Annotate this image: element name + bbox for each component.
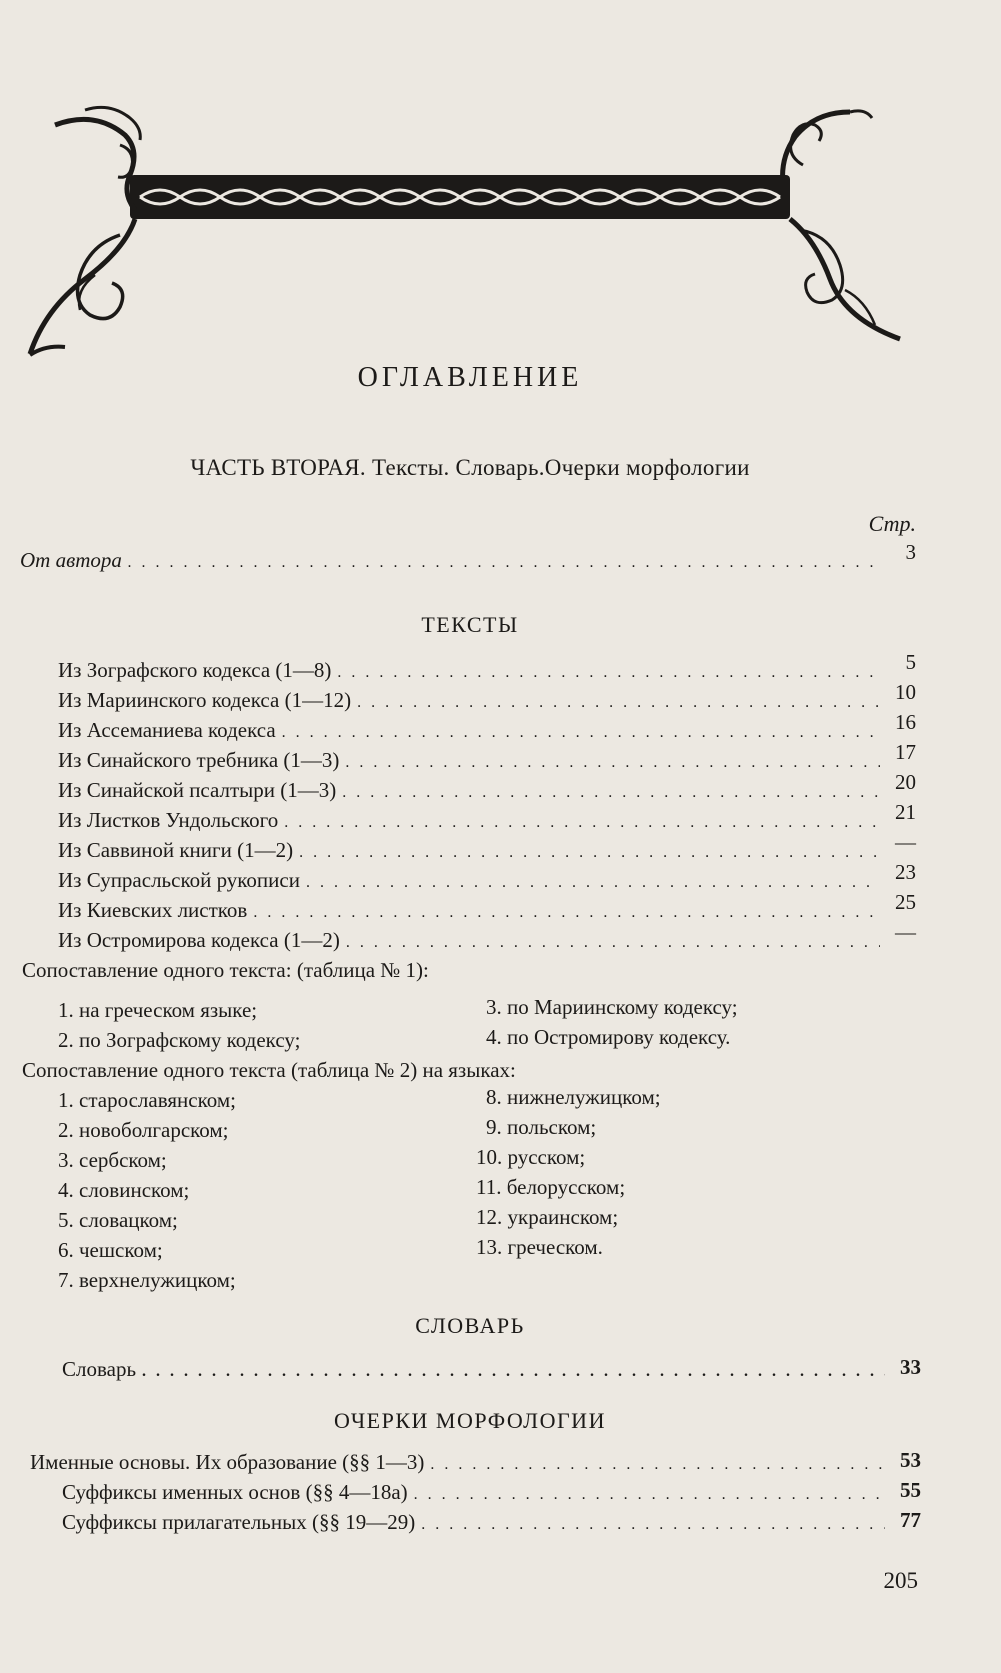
toc-entry-label: Из Ассеманиева кодекса	[58, 718, 276, 742]
comparison2-item: 12. украинском;	[476, 1205, 619, 1229]
toc-entry-page: 55	[900, 1478, 921, 1502]
part-title: ЧАСТЬ ВТОРАЯ. Тексты. Словарь.Очерки морфологии	[190, 455, 750, 480]
toc-entry-page: 5	[905, 650, 916, 674]
toc-entry-page: 33	[900, 1355, 921, 1379]
comparison2-item: 7. верхнелужицком;	[58, 1268, 236, 1292]
comparison2-item: 4. словинском;	[58, 1178, 190, 1202]
toc-entry-page: —	[895, 920, 916, 944]
comparison2-item: 5. словацком;	[58, 1208, 178, 1232]
page-title: ОГЛАВЛЕНИЕ	[357, 362, 583, 393]
comparison1-heading: Сопоставление одного текста: (таблица № 1):	[22, 958, 429, 982]
section-heading-texts: ТЕКСТЫ	[421, 612, 519, 637]
toc-entry-page: 77	[900, 1508, 921, 1532]
toc-entry-page: 20	[895, 770, 916, 794]
toc-entry-label: Из Киевских листков	[58, 898, 248, 922]
page-column-heading: Стр.	[868, 511, 916, 536]
toc-entry[interactable]	[58, 830, 916, 868]
leader-dots	[282, 724, 880, 742]
comparison2-item: 9. польском;	[486, 1115, 597, 1139]
toc-entry[interactable]	[58, 920, 916, 958]
comparison2-item: 8. нижнелужицком;	[486, 1085, 661, 1109]
toc-entry-page: 10	[895, 680, 916, 704]
comparison1-item: 1. на греческом языке;	[58, 998, 258, 1022]
toc-entry-dictionary[interactable]	[62, 1357, 921, 1387]
comparison2-item: 11. белорусском;	[476, 1175, 626, 1199]
decorative-braid-ornament	[25, 105, 925, 365]
toc-entry-label: Именные основы. Их образование (§§ 1—3)	[30, 1450, 425, 1474]
section-heading-dictionary: СЛОВАРЬ	[415, 1313, 525, 1338]
comparison2-item: 1. старославянском;	[58, 1088, 236, 1112]
comparison2-item: 2. новоболгарском;	[58, 1118, 229, 1142]
comparison1-item: 3. по Мариинскому кодексу;	[486, 995, 738, 1019]
comparison2-item: 13. греческом.	[476, 1235, 603, 1259]
comparison1-item: 2. по Зографскому кодексу;	[58, 1028, 301, 1052]
toc-entry[interactable]	[58, 710, 916, 748]
page-number: 205	[883, 1568, 918, 1593]
leader-dots	[346, 934, 880, 952]
toc-entry-label: Суффиксы именных основ (§§ 4—18а)	[62, 1480, 408, 1504]
toc-entry-label: Из Мариинского кодекса (1—12)	[58, 688, 352, 712]
toc-entry-page: 53	[900, 1448, 921, 1472]
toc-entry[interactable]	[58, 770, 916, 808]
toc-entry-label: Из Саввиной книги (1—2)	[58, 838, 294, 862]
toc-entry-label: Из Листков Ундольского	[58, 808, 279, 832]
leader-dots	[253, 904, 880, 922]
leader-dots	[284, 814, 880, 832]
comparison1-item: 4. по Остромирову кодексу.	[486, 1025, 731, 1049]
leader-dots	[421, 1516, 885, 1534]
comparison2-heading: Сопоставление одного текста (таблица № 2) на языках:	[22, 1058, 516, 1082]
toc-entry[interactable]	[62, 1510, 921, 1540]
toc-entry[interactable]	[58, 650, 916, 688]
toc-entry-label: Суффиксы прилагательных (§§ 19—29)	[62, 1510, 416, 1534]
toc-entry[interactable]	[30, 1450, 921, 1480]
leader-dots	[306, 874, 880, 892]
leader-dots	[299, 844, 880, 862]
leader-dots	[345, 754, 880, 772]
leader-dots	[128, 554, 880, 572]
toc-entry-label: Словарь	[62, 1357, 137, 1381]
toc-entry[interactable]	[58, 800, 916, 838]
toc-entry-label: Из Остромирова кодекса (1—2)	[58, 928, 340, 952]
toc-entry-label: Из Супрасльской рукописи	[58, 868, 300, 892]
toc-entry[interactable]	[58, 740, 916, 778]
toc-entry-from-author[interactable]	[20, 540, 916, 578]
comparison2-item: 6. чешском;	[58, 1238, 163, 1262]
comparison2-item: 10. русском;	[476, 1145, 586, 1169]
leader-dots	[342, 784, 880, 802]
toc-entry-page: 3	[905, 540, 916, 564]
toc-entry-page: 17	[895, 740, 916, 764]
comparison2-item: 3. сербском;	[58, 1148, 167, 1172]
leader-dots	[430, 1456, 885, 1474]
toc-entry-label: Из Зографского кодекса (1—8)	[58, 658, 332, 682]
toc-entry[interactable]	[58, 860, 916, 898]
toc-entry-page: 21	[895, 800, 916, 824]
toc-entry-label: Из Синайской псалтыри (1—3)	[58, 778, 337, 802]
toc-entry-label: От автора	[20, 548, 122, 572]
toc-entry-page: 25	[895, 890, 916, 914]
toc-entry[interactable]	[62, 1480, 921, 1510]
toc-entry-label: Из Синайского требника (1—3)	[58, 748, 340, 772]
toc-entry-page: 16	[895, 710, 916, 734]
leader-dots	[142, 1363, 885, 1381]
section-heading-morphology: ОЧЕРКИ МОРФОЛОГИИ	[334, 1408, 606, 1433]
toc-entry-page: —	[895, 830, 916, 854]
leader-dots	[337, 664, 880, 682]
toc-entry[interactable]	[58, 890, 916, 928]
toc-entry[interactable]	[58, 680, 916, 718]
leader-dots	[414, 1486, 885, 1504]
toc-entry-page: 23	[895, 860, 916, 884]
leader-dots	[357, 694, 880, 712]
